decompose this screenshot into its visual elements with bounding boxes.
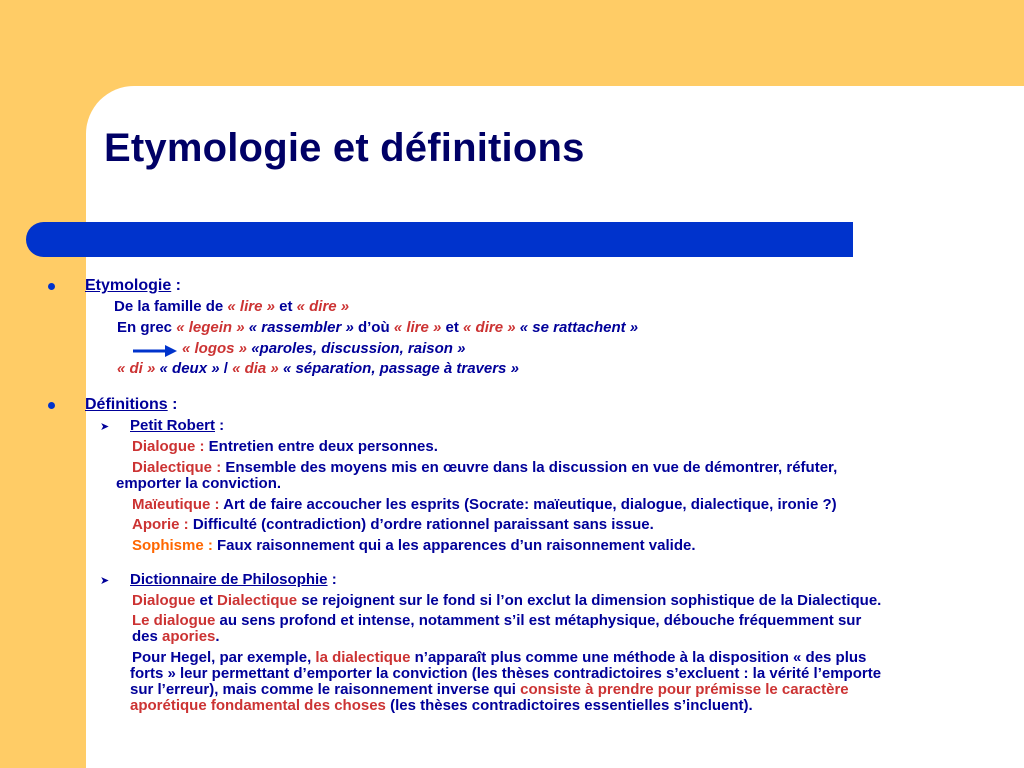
definition-aporie: Aporie : Difficulté (contradiction) d’ordre rationnel paraissant sans issue. bbox=[132, 516, 654, 533]
dictionnaire-paragraph-3: Pour Hegel, par exemple, la dialectique n’apparaît plus comme une méthode à la disposition « des plus bbox=[132, 649, 867, 666]
petit-robert-heading-line: Petit Robert : bbox=[130, 417, 225, 434]
etymologie-heading-line: Etymologie : bbox=[85, 277, 182, 294]
dictionnaire-paragraph-2-cont: des apories. bbox=[132, 628, 220, 645]
petit-robert-heading: Petit Robert bbox=[130, 417, 216, 434]
etymologie-heading: Etymologie bbox=[85, 277, 172, 294]
dictionnaire-paragraph-2: Le dialogue au sens profond et intense, notamment s’il est métaphysique, débouche fréquemment sur bbox=[132, 612, 862, 629]
arrowhead-bullet-icon: ➤ bbox=[100, 421, 110, 433]
bullet-dot-icon bbox=[48, 283, 55, 290]
etymologie-line-2: En grec « legein » « rassembler » d’où « lire » et « dire » « se rattachent » bbox=[117, 319, 639, 336]
page-title: Etymologie et définitions bbox=[104, 126, 585, 170]
definition-dialectique-cont: emporter la conviction. bbox=[116, 475, 282, 492]
definition-dialogue: Dialogue : Entretien entre deux personnes. bbox=[132, 438, 438, 455]
dictionnaire-heading-line: Dictionnaire de Philosophie : bbox=[130, 571, 337, 588]
bullet-dot-icon bbox=[48, 402, 55, 409]
title-underline-bar bbox=[26, 222, 853, 257]
etymologie-line-1: De la famille de « lire » et « dire » bbox=[114, 298, 350, 315]
dictionnaire-paragraph-1: Dialogue et Dialectique se rejoignent sur le fond si l’on exclut la dimension sophistique de la Dialectique. bbox=[132, 592, 882, 609]
etymologie-line-3: « logos » «paroles, discussion, raison » bbox=[182, 340, 466, 357]
definition-maieutique: Maïeutique : Art de faire accoucher les esprits (Socrate: maïeutique, dialogue, dialectique, ironie ?) bbox=[132, 496, 837, 513]
etymologie-line-4: « di » « deux » / « dia » « séparation, passage à travers » bbox=[117, 360, 519, 377]
definition-dialectique: Dialectique : Ensemble des moyens mis en œuvre dans la discussion en vue de démontrer, réfuter, bbox=[132, 459, 838, 476]
definitions-heading-line: Définitions : bbox=[85, 396, 178, 413]
definitions-heading: Définitions bbox=[85, 396, 168, 413]
dictionnaire-heading: Dictionnaire de Philosophie bbox=[130, 571, 328, 588]
definition-sophisme: Sophisme : Faux raisonnement qui a les apparences d’un raisonnement valide. bbox=[132, 537, 696, 554]
dictionnaire-paragraph-3-line-4: aporétique fondamental des choses (les thèses contradictoires essentielles s’incluent). bbox=[130, 697, 753, 714]
dictionnaire-paragraph-3-line-3: sur l’erreur), mais comme le raisonnement inverse qui consiste à prendre pour prémisse le caractère bbox=[130, 681, 849, 698]
arrow-right-icon bbox=[133, 344, 177, 358]
dictionnaire-paragraph-3-line-2: forts » leur permettant d’emporter la conviction (les thèses contradictoires s’excluent : la vérité l’emporte bbox=[130, 665, 882, 682]
arrowhead-bullet-icon: ➤ bbox=[100, 575, 110, 587]
